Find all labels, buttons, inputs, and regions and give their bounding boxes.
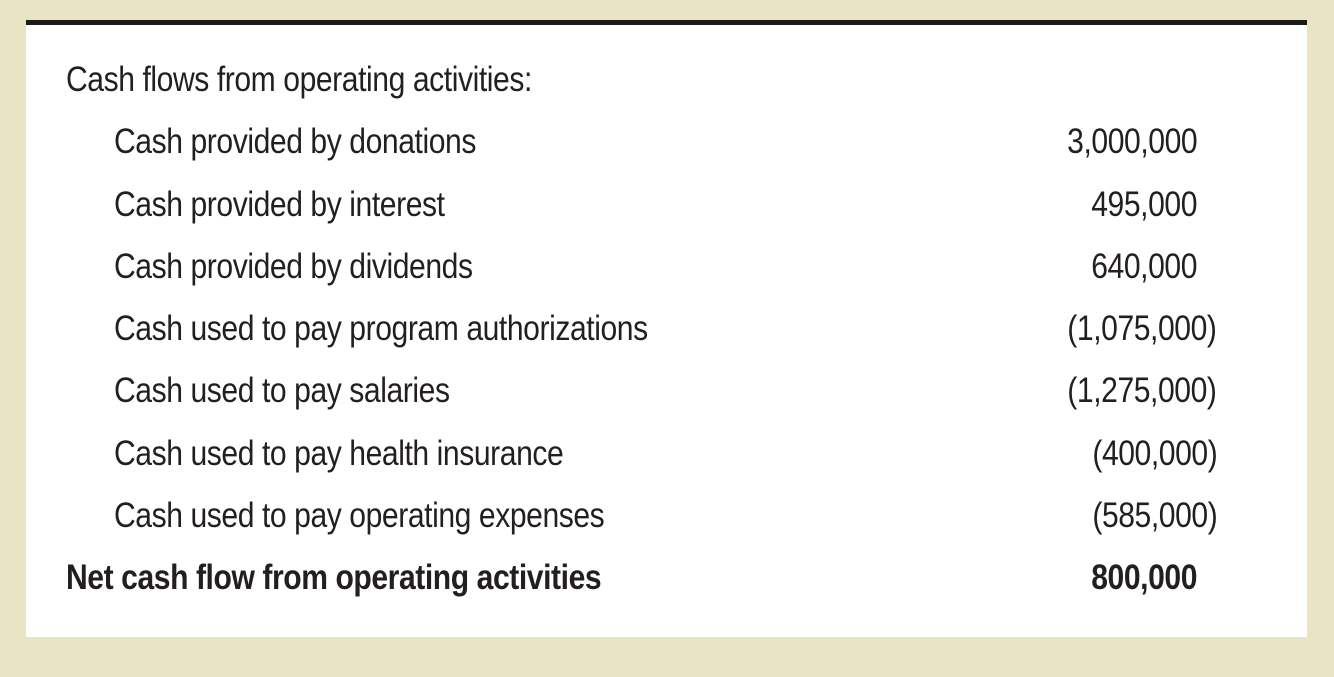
row-label: Cash used to pay health insurance [114,434,564,473]
statement-row [26,304,1307,354]
row-amount: 3,000,000 [1066,122,1197,161]
statement-row [26,491,1307,541]
statement-row [26,429,1307,479]
total-amount: 800,000 [1091,558,1197,597]
statement-row [26,242,1307,292]
row-label: Cash provided by donations [114,122,476,161]
row-label: Cash provided by interest [114,185,445,224]
row-amount: (1,275,000) [1067,371,1217,410]
total-row [26,553,1307,603]
row-label: Cash used to pay program authorizations [114,309,648,348]
row-amount: (1,075,000) [1067,309,1217,348]
row-label: Cash used to pay salaries [114,371,450,410]
statement-row [26,117,1307,167]
statement-row [26,366,1307,416]
row-amount: (585,000) [1092,496,1217,535]
row-label: Cash used to pay operating expenses [114,496,605,535]
row-amount: 495,000 [1091,185,1197,224]
total-label: Net cash flow from operating activities [66,558,602,597]
row-amount: (400,000) [1092,434,1217,473]
row-amount: 640,000 [1091,247,1197,286]
row-label: Cash provided by dividends [114,247,473,286]
statement-row [26,180,1307,230]
section-heading-row [26,55,1307,105]
section-heading: Cash flows from operating activities: [66,60,532,99]
cash-flow-statement [26,20,1307,637]
